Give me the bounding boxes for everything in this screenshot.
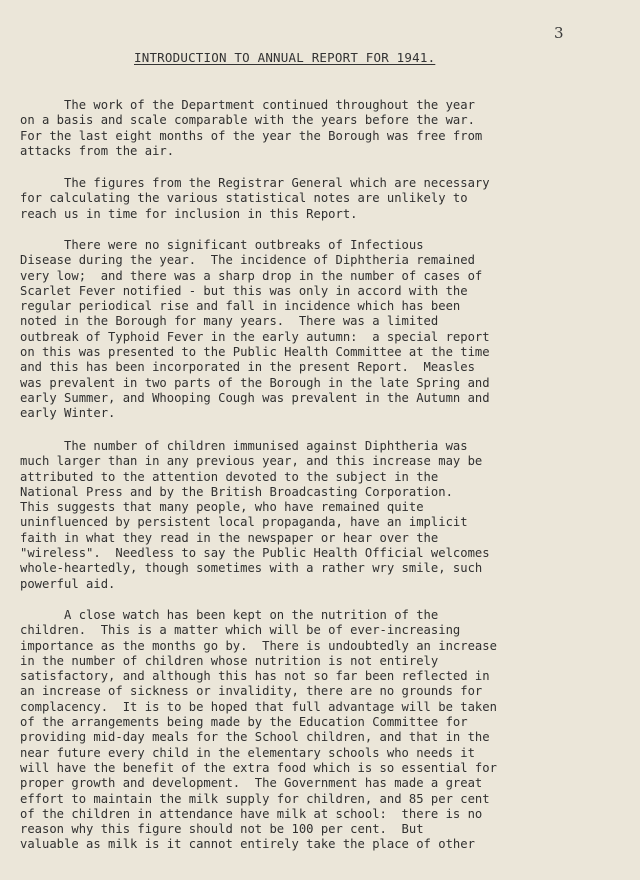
paragraph-diphtheria-immunisation	[20, 439, 620, 592]
text-line: uninfluenced by persistent local propaganda, have an implicit	[20, 515, 468, 530]
text-line: The work of the Department continued throughout the year	[20, 98, 475, 112]
text-line: regular periodical rise and fall in incidence which has been	[20, 299, 461, 314]
page-title: INTRODUCTION TO ANNUAL REPORT FOR 1941.	[134, 50, 436, 65]
text-line: children. This is a matter which will be of ever-increasing	[20, 623, 461, 638]
text-line: and this has been incorporated in the present Report. Measles	[20, 360, 475, 375]
text-line: attributed to the attention devoted to the subject in the	[20, 469, 439, 484]
text-line: importance as the months go by. There is undoubtedly an increase	[20, 638, 497, 653]
text-line: in the number of children whose nutrition is not entirely	[20, 653, 439, 668]
text-line: very low; and there was a sharp drop in the number of cases of	[20, 268, 483, 283]
text-line: proper growth and development. The Government has made a great	[20, 776, 483, 791]
text-line: complacency. It is to be hoped that full advantage will be taken	[20, 699, 497, 714]
text-line: providing mid-day meals for the School children, and that in the	[20, 730, 490, 745]
text-line: There were no significant outbreaks of Infectious	[20, 238, 424, 252]
text-line: will have the benefit of the extra food which is so essential for	[20, 760, 497, 775]
text-line: an increase of sickness or invalidity, there are no grounds for	[20, 684, 483, 699]
text-line: noted in the Borough for many years. There was a limited	[20, 314, 439, 329]
paragraph-infectious-disease	[20, 238, 620, 422]
text-line: much larger than in any previous year, and this increase may be	[20, 454, 483, 469]
text-line: early Summer, and Whooping Cough was prevalent in the Autumn and	[20, 390, 490, 405]
paragraph-child-nutrition	[20, 608, 620, 853]
text-line: reason why this figure should not be 100 per cent. But	[20, 822, 424, 837]
text-line: For the last eight months of the year the Borough was free from	[20, 128, 483, 143]
text-line: powerful aid.	[20, 576, 116, 591]
text-line: of the children in attendance have milk at school: there is no	[20, 806, 483, 821]
text-line: of the arrangements being made by the Education Committee for	[20, 715, 468, 730]
text-line: outbreak of Typhoid Fever in the early autumn: a special report	[20, 329, 490, 344]
text-line: valuable as milk is it cannot entirely take the place of other	[20, 837, 475, 852]
text-line: The figures from the Registrar General which are necessary	[20, 176, 490, 190]
text-line: A close watch has been kept on the nutrition of the	[20, 608, 439, 622]
text-line: faith in what they read in the newspaper or hear over the	[20, 530, 439, 545]
text-line: Scarlet Fever notified - but this was only in accord with the	[20, 283, 468, 298]
text-line: "wireless". Needless to say the Public Health Official welcomes	[20, 546, 490, 561]
text-line: The number of children immunised against Diphtheria was	[20, 439, 468, 453]
text-line: was prevalent in two parts of the Borough in the late Spring and	[20, 375, 490, 390]
text-line: on this was presented to the Public Health Committee at the time	[20, 345, 490, 360]
text-line: on a basis and scale comparable with the years before the war.	[20, 113, 475, 128]
text-line: reach us in time for inclusion in this Report.	[20, 206, 358, 221]
paragraph-work-of-department	[20, 98, 620, 159]
text-line: near future every child in the elementary schools who needs it	[20, 745, 475, 760]
text-line: This suggests that many people, who have remained quite	[20, 500, 424, 515]
paragraph-registrar-general	[20, 176, 620, 222]
text-line: for calculating the various statistical notes are unlikely to	[20, 191, 468, 206]
text-line: effort to maintain the milk supply for children, and 85 per cent	[20, 791, 490, 806]
text-line: Disease during the year. The incidence of Diphtheria remained	[20, 253, 475, 268]
text-line: satisfactory, and although this has not so far been reflected in	[20, 669, 490, 684]
text-line: whole-heartedly, though sometimes with a rather wry smile, such	[20, 561, 483, 576]
text-line: National Press and by the British Broadcasting Corporation.	[20, 484, 453, 499]
text-line: early Winter.	[20, 406, 116, 421]
page-number: 3	[554, 24, 564, 42]
text-line: attacks from the air.	[20, 143, 175, 158]
